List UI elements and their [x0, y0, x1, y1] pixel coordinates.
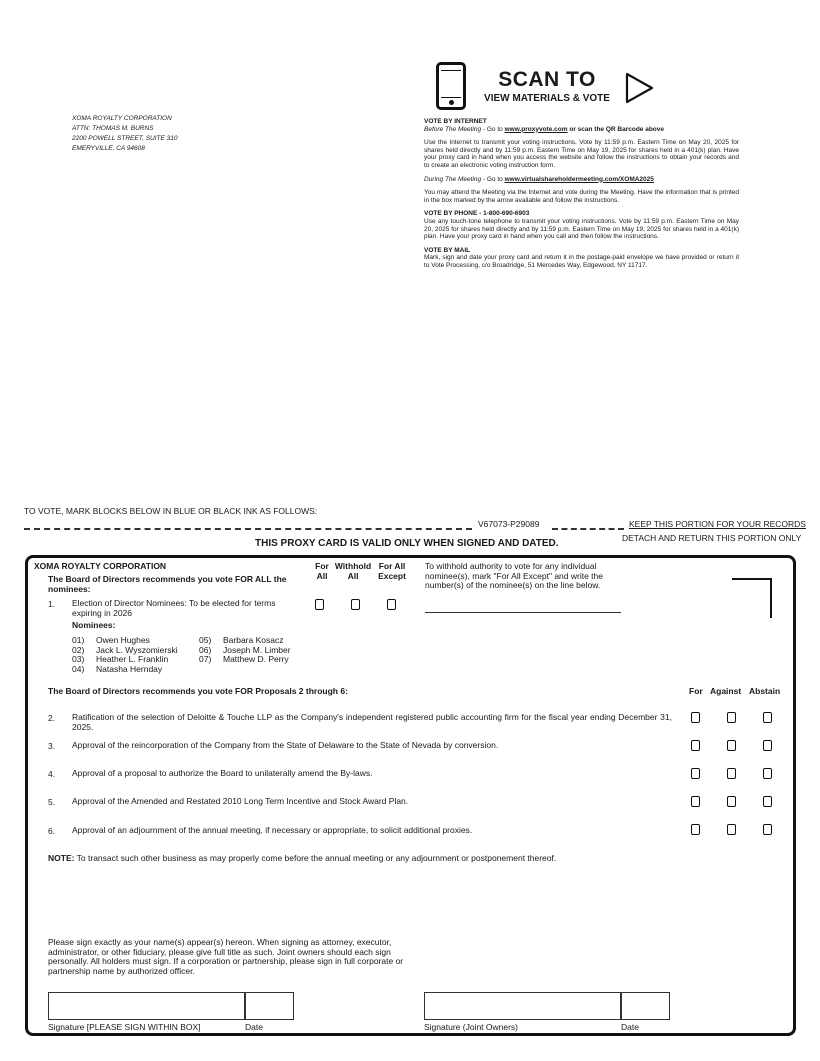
scan-subtitle: VIEW MATERIALS & VOTE	[484, 93, 610, 104]
signature-label: Signature [PLEASE SIGN WITHIN BOX]	[48, 1022, 201, 1032]
vote-internet-body: Use the Internet to transmit your voting instructions. Vote by 11:59 p.m. Eastern Time on May 20, 2025 for shares held directly and by 11:59 p.m. Eastern Time on May 19, 2025 for shares held in a 401(k) plan. Have your proxy card in hand when you access the website and follow the instructions to obtain your records and to create an electronic voting instruction form.	[424, 139, 739, 169]
col-against: Against	[710, 686, 742, 696]
joint-date-box[interactable]	[621, 992, 670, 1020]
vote-during-meeting: During The Meeting - Go to www.virtualshareholdermeeting.com/XOMA2025	[424, 175, 654, 183]
nominee-list-left	[72, 636, 178, 674]
proposal-6-number: 6.	[48, 826, 56, 836]
proposal-2-number: 2.	[48, 713, 56, 723]
proposal-6-against-checkbox[interactable]	[727, 824, 736, 835]
proposal-4-number: 4.	[48, 769, 56, 779]
item-1-number: 1.	[48, 599, 56, 609]
vote-phone-heading: VOTE BY PHONE - 1-800-690-6903	[424, 210, 530, 218]
valid-notice: THIS PROXY CARD IS VALID ONLY WHEN SIGNED AND DATED.	[255, 538, 559, 549]
note: NOTE: To transact such other business as may properly come before the annual meeting or any adjournment or postponement thereof.	[48, 853, 557, 863]
nominee: 05) Barbara Kosacz	[199, 635, 284, 645]
vote-during-body: You may attend the Meeting via the Internet and vote during the Meeting. Have the information that is printed in the box marked by the arrow available and follow the instructions.	[424, 189, 739, 204]
proposal-6-for-checkbox[interactable]	[691, 824, 700, 835]
signature-box[interactable]	[48, 992, 245, 1020]
checkbox-for-all[interactable]	[315, 599, 324, 610]
proposal-6-text: Approval of an adjournment of the annual meeting, if necessary or appropriate, to solicit additional proxies.	[72, 825, 473, 835]
sender-address	[72, 114, 178, 154]
checkbox-withhold-all[interactable]	[351, 599, 360, 610]
scan-title: SCAN TO	[498, 68, 596, 91]
sign-instructions: Please sign exactly as your name(s) appear(s) hereon. When signing as attorney, executor, administrator, or other fiduciary, please give full title as such. Joint owners should each sign personally. All holders must sign. If a corporation or partnership, please sign in full corporate or partnership name by authorized officer.	[48, 937, 404, 976]
ink-instructions: TO VOTE, MARK BLOCKS BELOW IN BLUE OR BLACK INK AS FOLLOWS:	[24, 506, 318, 516]
vote-internet-heading: VOTE BY INTERNET	[424, 118, 487, 125]
sender-line-4: EMERYVILLE, CA 94608	[72, 145, 145, 152]
col-for-all-except: For All Except	[378, 561, 406, 581]
nominee: 06) Joseph M. Limber	[199, 644, 291, 655]
phone-icon	[436, 62, 466, 110]
proposal-4-for-checkbox[interactable]	[691, 768, 700, 779]
proposal-4-abstain-checkbox[interactable]	[763, 768, 772, 779]
proposal-2-text: Ratification of the selection of Deloitte & Touche LLP as the Company's independent registered public accounting firm for the fiscal year ending December 31, 2025.	[72, 712, 672, 732]
voting-instructions	[424, 118, 739, 270]
address-corner-mark	[732, 578, 772, 618]
proposal-6-abstain-checkbox[interactable]	[763, 824, 772, 835]
control-number: V67073-P29089	[478, 519, 540, 529]
proposal-4-text: Approval of a proposal to authorize the Board to unilaterally amend the By-laws.	[72, 768, 373, 778]
item-1-text: Election of Director Nominees: To be elected for terms expiring in 2026	[72, 598, 276, 618]
company-name: XOMA ROYALTY CORPORATION	[34, 561, 167, 571]
sender-line-2: ATTN: THOMAS M. BURNS	[72, 125, 154, 132]
proposal-2-against-checkbox[interactable]	[727, 712, 736, 723]
nominee: 04) Natasha Hernday	[72, 663, 163, 674]
nominee-list-right	[199, 636, 291, 665]
vote-before-meeting: Before The Meeting - Go to www.proxyvote.com or scan the QR Barcode above	[424, 125, 664, 133]
proposal-3-for-checkbox[interactable]	[691, 740, 700, 751]
detach-line-right	[552, 528, 624, 530]
vote-mail-body: Mark, sign and date your proxy card and return it in the postage-paid envelope we have provided or return it to Vote Processing, c/o Broadridge, 51 Mercedes Way, Edgewood, NY 11717.	[424, 254, 739, 269]
detach-portion-text: DETACH AND RETURN THIS PORTION ONLY	[622, 533, 802, 543]
nominee: 01) Owen Hughes	[72, 635, 150, 645]
signature-date-label: Date	[245, 1022, 263, 1032]
except-nominee-line[interactable]	[425, 612, 621, 613]
proposal-2-abstain-checkbox[interactable]	[763, 712, 772, 723]
board-recommendation-directors: The Board of Directors recommends you vote FOR ALL the nominees:	[48, 574, 287, 594]
proxyvote-link[interactable]: www.proxyvote.com	[504, 125, 568, 133]
joint-date-label: Date	[621, 1022, 639, 1032]
joint-signature-label: Signature (Joint Owners)	[424, 1022, 519, 1032]
col-withhold-all: Withhold All	[334, 561, 372, 581]
nominee: 07) Matthew D. Perry	[199, 654, 289, 664]
proposal-3-number: 3.	[48, 741, 56, 751]
sender-line-3: 2200 POWELL STREET, SUITE 310	[72, 135, 178, 142]
proposal-5-number: 5.	[48, 797, 56, 807]
col-abstain: Abstain	[749, 686, 781, 696]
checkbox-for-all-except[interactable]	[387, 599, 396, 610]
proposal-5-text: Approval of the Amended and Restated 2010 Long Term Incentive and Stock Award Plan.	[72, 796, 409, 806]
nominee: 02) Jack L. Wyszomierski	[72, 644, 178, 655]
detach-line-left	[24, 528, 472, 530]
proposal-3-against-checkbox[interactable]	[727, 740, 736, 751]
sender-line-1: XOMA ROYALTY CORPORATION	[72, 115, 172, 122]
col-for-all: For All	[315, 561, 329, 581]
proposal-5-abstain-checkbox[interactable]	[763, 796, 772, 807]
board-recommendation-proposals: The Board of Directors recommends you vote FOR Proposals 2 through 6:	[48, 686, 348, 696]
nominees-label: Nominees:	[72, 620, 116, 630]
vote-phone-body: Use any touch-tone telephone to transmit your voting instructions. Vote by 11:59 p.m. Eastern Time on May 20, 2025 for shares held directly and by 11:59 p.m. Eastern Time on May 19, 2025 for shares held in a 401(k) plan. Have your proxy card in hand when you call and then follow the instructions.	[424, 217, 739, 241]
virtual-meeting-link[interactable]: www.virtualshareholdermeeting.com/XOMA2025	[504, 175, 654, 183]
proposal-2-for-checkbox[interactable]	[691, 712, 700, 723]
signature-date-box[interactable]	[245, 992, 294, 1020]
play-arrow-icon	[624, 72, 654, 104]
proposal-5-for-checkbox[interactable]	[691, 796, 700, 807]
proposal-4-against-checkbox[interactable]	[727, 768, 736, 779]
vote-mail-heading: VOTE BY MAIL	[424, 246, 471, 254]
nominee: 03) Heather L. Franklin	[72, 654, 169, 664]
keep-portion-text: KEEP THIS PORTION FOR YOUR RECORDS	[629, 519, 806, 529]
joint-signature-box[interactable]	[424, 992, 621, 1020]
proposal-5-against-checkbox[interactable]	[727, 796, 736, 807]
col-for: For	[689, 686, 703, 696]
withhold-instructions: To withhold authority to vote for any individual nominee(s), mark "For All Except" and write the number(s) of the nominee(s) on the line below.	[425, 561, 603, 590]
proposal-3-text: Approval of the reincorporation of the Company from the State of Delaware to the State of Nevada by conversion.	[72, 740, 499, 750]
proposal-3-abstain-checkbox[interactable]	[763, 740, 772, 751]
